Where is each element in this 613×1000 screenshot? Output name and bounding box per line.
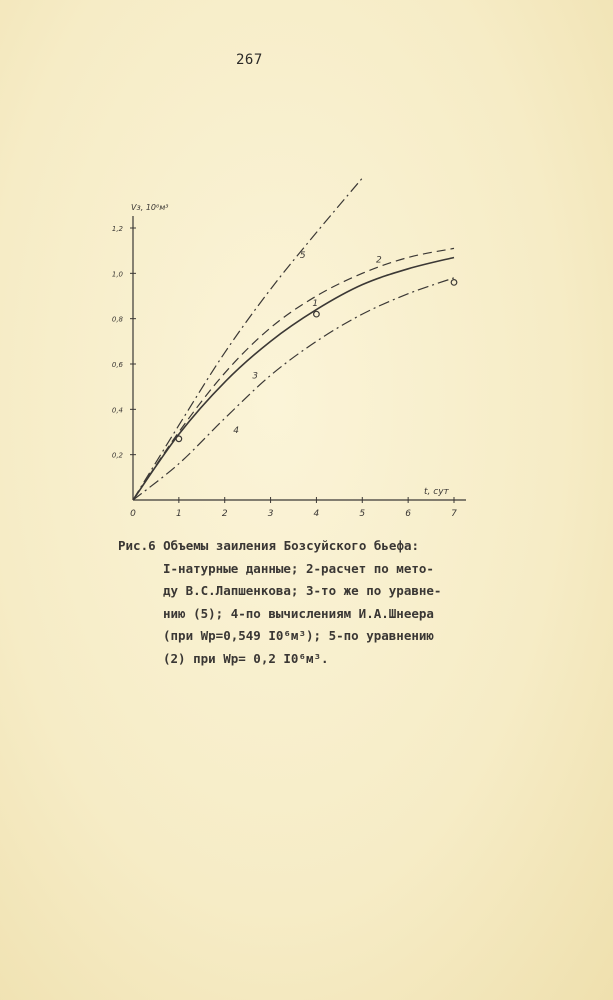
- series-2-line: [133, 248, 454, 500]
- page-number: 267: [236, 52, 263, 68]
- caption-line-6: (2) при Wp= 0,2 I0⁶м³.: [163, 650, 329, 666]
- series-1-label: 1: [312, 299, 319, 310]
- caption-line-5: (при Wp=0,549 I0⁶м³); 5-по уравнению: [163, 628, 434, 643]
- caption-line-3: ду В.С.Лапшенкова; 3-то же по уравне-: [163, 583, 442, 598]
- series-2-label: 2: [376, 255, 382, 266]
- x-tick-label: 2: [221, 509, 228, 519]
- caption-line-1: Рис.6 Объемы заиления Бозсуйского бьефа:: [118, 538, 420, 553]
- y-axis-label: Vз, 10⁶м³: [131, 203, 169, 212]
- series-1-point: [314, 311, 320, 317]
- y-tick-label: 0,6: [111, 361, 123, 369]
- series-4-label: 4: [233, 426, 240, 437]
- x-tick-label: 1: [175, 509, 182, 519]
- x-tick-label: 5: [359, 509, 366, 519]
- y-tick-label: 0,4: [111, 406, 123, 415]
- figure-caption: [118, 535, 478, 670]
- x-axis-label: t, сут: [424, 487, 449, 497]
- chart-labels: [112, 203, 457, 519]
- x-tick-label: 4: [313, 509, 320, 519]
- y-tick-label: 1,0: [111, 270, 123, 279]
- x-tick-label: 7: [451, 509, 457, 519]
- x-tick-label: 6: [405, 509, 412, 519]
- x-tick-label: 0: [130, 509, 136, 519]
- y-tick-label: 0,8: [111, 315, 123, 324]
- y-tick-label: 0,2: [111, 451, 123, 460]
- series-4-line: [133, 278, 454, 500]
- series-5-label: 5: [299, 251, 306, 261]
- chart-axes: [130, 216, 466, 503]
- x-tick-label: 3: [267, 509, 274, 519]
- series-3-line: [133, 257, 454, 500]
- caption-line-4: нию (5); 4-по вычислениям И.А.Шнеера: [163, 605, 434, 621]
- y-tick-label: 1,2: [111, 225, 123, 233]
- caption-line-2: I-натурные данные; 2-расчет по мето-: [163, 560, 434, 576]
- series-3-label: 3: [252, 371, 258, 382]
- chart-series-layer: [133, 178, 457, 500]
- series-5-line: [133, 178, 362, 500]
- series-1-point: [451, 280, 457, 286]
